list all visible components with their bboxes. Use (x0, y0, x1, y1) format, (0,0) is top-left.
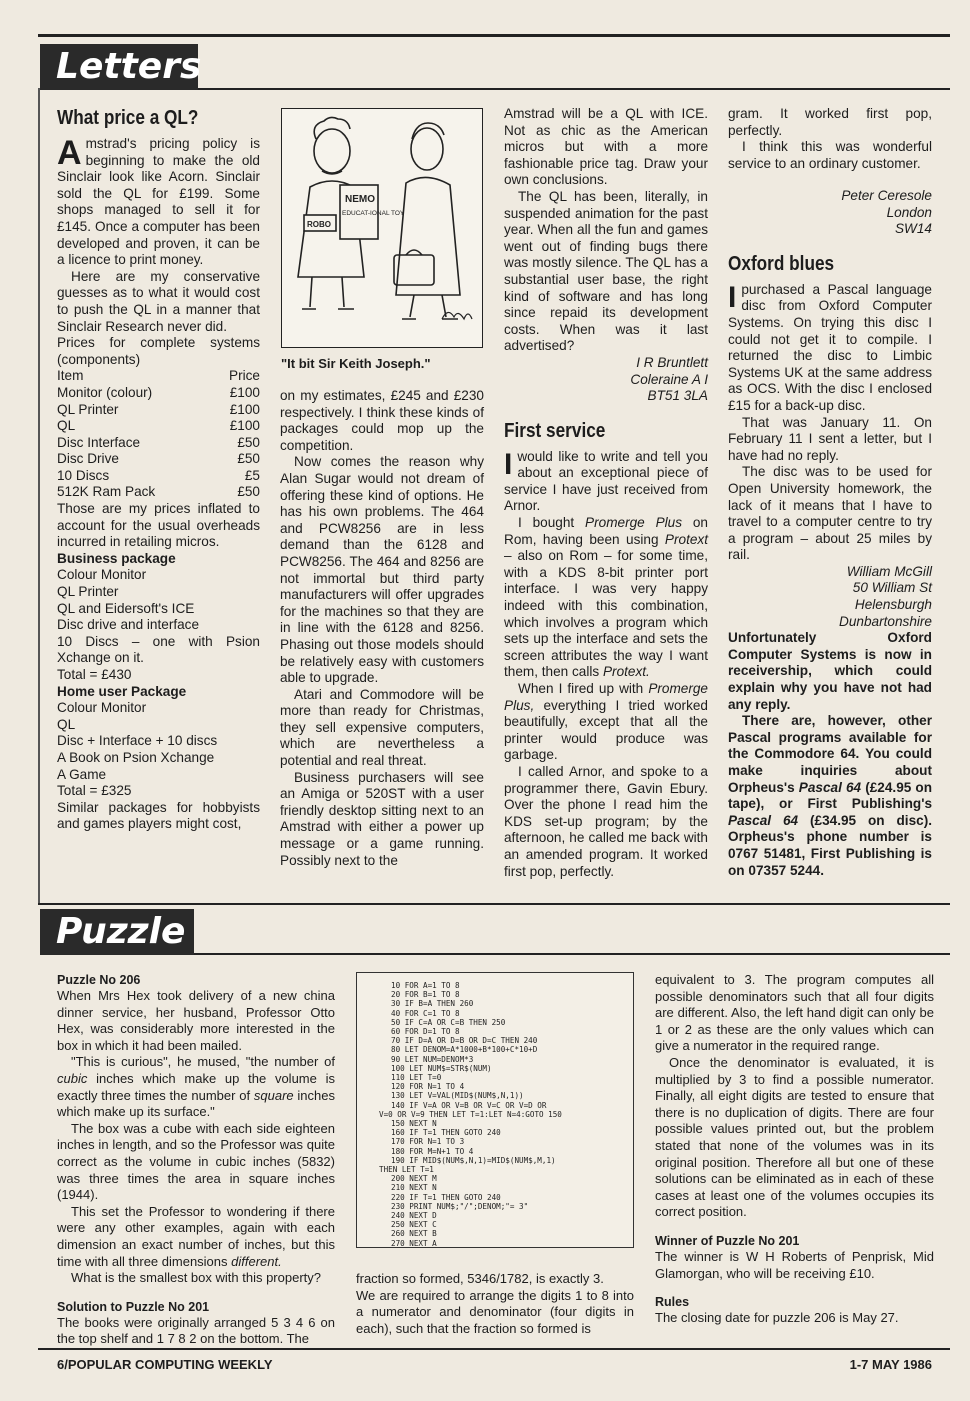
table-row: 512K Ram Pack £50 (57, 484, 260, 500)
code-line: 70 IF D=A OR D=B OR D=C THEN 240 (391, 1036, 538, 1046)
list-item: QL (57, 716, 76, 732)
box-label-educational: EDUCAT-IONAL TOY (342, 210, 405, 217)
letter-title-oxford-blues: Oxford blues (728, 252, 835, 275)
signature-line: BT51 3LA (647, 388, 708, 404)
letters-column-4: Peter Ceresole London SW14 Oxford blues Ipurchased a Pascal language disc from Oxford Computer Systems. On trying this disc I could not get it to compile. I returned the disc to Limbic Systems UK at the same address as OCS. With the disc I enclosed £15 for a back-up disc. That was January 11. On February 11 I sent a letter, but I have had no reply. The disc was to be used for Open University homework, the lack of it means that I have to travel to a computer centre to try a program – about 25 miles by rail. William McGill 50 William St Helensburgh Dunbartonshire Unfortunately Oxford Computer Systems is now in receivership, which could explain why you have not had any reply. There are, however, other Pascal programs available for the Commodore 64. You could make inquiries about Orpheus's Pascal 64 (£24.95 on tape), or First Publishing's Pascal 64 (£34.95 on disc). Orpheus's phone number is 0767 51481, First Publishing is on 07357 5244. (728, 106, 932, 879)
price-table (57, 368, 260, 501)
box-label-nemo: NEMO (345, 194, 375, 205)
puzzle-206-heading: Puzzle No 206 (57, 973, 141, 987)
code-line: 250 NEXT C (391, 1220, 437, 1230)
code-line: 130 LET V=VAL(MID$(NUM$,N,1)) (391, 1091, 524, 1101)
code-line: 230 PRINT NUM$;"/";DENOM;"= 3" (391, 1201, 529, 1211)
table-row: Disc Drive £50 (57, 451, 260, 467)
signature-line: 50 William St (852, 580, 932, 596)
code-line: 260 NEXT B (391, 1229, 437, 1239)
code-line: 150 NEXT N (391, 1119, 437, 1129)
signature-line: Coleraine A I (630, 371, 708, 387)
puzzle-column-1: Puzzle No 206 When Mrs Hex took delivery of a new china dinner service, her husband, Professor Otto Hex, was considerably more interested in the box in which it had been mailed. "This is curious", he mused, "the number of cubic inches which make up the volume is exactly three times the number of square inches which make up its surface." The box was a cube with each side eighteen inches in length, and so the Professor was quite correct as the volume in cubic inches (5832) was three times the area in square inches (1944). This set the Professor to wondering if there were any other examples, again with each dimension an exact number of inches, but this time with all three dimensions different. What is the smallest box with this property? Solution to Puzzle No 201 The books were originally arranged 5 3 4 6 on the top shelf and 1 7 8 2 on the bottom. The (57, 973, 335, 1347)
code-line: 110 LET T=0 (391, 1073, 442, 1083)
list-item: Total = £325 (57, 783, 132, 799)
first-service-continuation (728, 106, 932, 172)
code-line: 50 IF C=A OR C=B THEN 250 (391, 1017, 506, 1027)
cartoon-illustration (281, 108, 483, 348)
business-package-heading: Business package (57, 550, 176, 566)
letters-banner: Letters (40, 44, 198, 90)
code-line: 80 LET DENOM=A*1000+B*100+C*10+D (391, 1045, 538, 1055)
column-rule (38, 88, 40, 903)
puzzle-banner: Puzzle (40, 909, 194, 955)
list-item: Disc drive and interface (57, 617, 200, 633)
code-line: 90 LET NUM=DENOM*3 (391, 1054, 474, 1064)
footer-date: 1-7 MAY 1986 (849, 1357, 932, 1372)
first-service-tail: gram. It worked first pop, perfectly. (728, 106, 932, 138)
drop-cap: A (57, 134, 82, 172)
drop-cap: I (728, 280, 737, 314)
code-line: 200 NEXT M (391, 1174, 437, 1184)
puzzle-rule (194, 953, 950, 955)
cartoon-caption: "It bit Sir Keith Joseph." (281, 356, 431, 371)
code-line: 30 IF B=A THEN 260 (391, 999, 474, 1009)
code-line: 210 NEXT N (391, 1183, 437, 1193)
list-item: A Game (57, 766, 107, 782)
list-item: Total = £430 (57, 667, 132, 682)
list-item: A Book on Psion Xchange (57, 749, 215, 765)
table-row: Monitor (colour) £100 (57, 384, 260, 400)
letter-title-first-service: First service (504, 419, 606, 442)
letter-ql-column-1: What price a QL? Amstrad's pricing policy is beginning to make the old Sinclair look like Acorn. Sinclair sold the QL for £199. Some shops managed to sell it for £145. Once a computer has been developed and proven, it can be a licence to print money. Here are my conservative guesses as to what it would cost to push the QL in a manner that Sinclair Research never did. Prices for complete systems (components) Item Price Monitor (colour) £100 QL Printer £100 QL £100 Disc Interface £50 Disc Drive £50 10 Discs £5 512K Ram Pack £50 Those are my prices inflated to account for the usual overheads incurred in retailing micros. Business package Colour Monitor QL Printer QL and Eidersoft's ICE Disc drive and interface 10 Discs – one with Psion Xchange on it. Total = £430 Home user Package Colour Monitor QL Disc + Interface + 10 discs A Book on Psion Xchange A Game Total = £325 Similar packages for hobbyists and games players might cost, (57, 107, 260, 832)
list-item: QL and Eidersoft's ICE (57, 600, 195, 616)
list-item: Colour Monitor (57, 567, 147, 583)
list-item: 10 Discs – one with Psion Xchange on it. (57, 633, 260, 666)
code-line: 240 NEXT D (391, 1211, 437, 1221)
letters-column-3: Amstrad will be a QL with ICE. Not as chic as the American micros but with a more fashionable price tag. Draw your own conclusions. The QL has been, literally, in suspended animation for the past year. When all the fun and games went out of finding bugs there was mostly silence. The QL has a substantial user base, the right kind of software and has long since repaid its development costs. When was it last advertised? I R Bruntlett Coleraine A I BT51 3LA First service Iwould like to write and tell you about an exceptional piece of service I have just received from Arnor. I bought Promerge Plus on Rom, having been using Protext – also on Rom – for some time, with a KDS 8-bit printer port interface. I was very happy indeed with this combination, which involves a program which sets up the interface and sets the screen attributes the way I want them, then calls Protext. When I fired up with Promerge Plus, everything I tried worked beautifully, except that all the printer would produce was garbage. I called Arnor, and spoke to a programmer there, Gavin Ebury. Over the phone I read him the KDS set-up program; by the afternoon, he called me back with an amended program. It worked first pop, perfectly. (504, 106, 708, 879)
cartoon-drawing (282, 109, 481, 346)
code-line: 170 FOR N=1 TO 3 (391, 1137, 465, 1147)
puzzle-column-3: equivalent to 3. The program computes all possible denominators such that all four digits are different. Also, the left hand digit can only be 1 or 2 as these are the only values which can give a numerator in the required range. Once the denominator is evaluated, it is multiplied by 3 to find a possible numerator. Finally, all eight digits are tested to ensure that there is no duplication of digits. There are four possible values printed out, but the problem stated that none of the volumes was in its original position. Therefore all but one of these solutions can be eliminated as in each of these cases at least one of the volumes occupies its correct position. Winner of Puzzle No 201 The winner is W H Roberts of Penprisk, Mid Glamorgan, who will be receiving £10. Rules The closing date for puzzle 206 is May 27. (655, 972, 934, 1326)
code-line: 160 IF T=1 THEN GOTO 240 (391, 1128, 501, 1138)
box-label-robo: ROBO (307, 220, 331, 229)
signature-line: William McGill (846, 563, 932, 579)
code-line: 100 LET NUM$=STR$(NUM) (391, 1063, 492, 1073)
signature-line: London (886, 204, 932, 220)
home-package-heading: Home user Package (57, 683, 187, 699)
code-line: 10 FOR A=1 TO 8 (391, 981, 460, 990)
solution-201-heading: Solution to Puzzle No 201 (57, 1299, 210, 1314)
code-line: 40 FOR C=1 TO 8 (391, 1008, 460, 1018)
list-item: Colour Monitor (57, 700, 147, 716)
code-line: V=0 OR V=9 THEN LET T=1:LET N=4:GOTO 150 (379, 1109, 562, 1119)
list-item: QL Printer (57, 584, 119, 600)
puzzle-column-2: fraction so formed, 5346/1782, is exactly 3. We are required to arrange the digits 1 to 8 into a numerator and denominator (four digits in each), such that the fraction so formed is (356, 1271, 634, 1336)
section-divider-rule (38, 903, 950, 905)
letters-rule (198, 88, 950, 90)
code-line: 60 FOR D=1 TO 8 (391, 1027, 460, 1037)
table-row: Disc Interface £50 (57, 434, 260, 450)
footer-page-info: 6/POPULAR COMPUTING WEEKLY (57, 1357, 273, 1372)
code-line: 20 FOR B=1 TO 8 (391, 990, 460, 1000)
signature-line: SW14 (894, 221, 932, 237)
table-row: QL Printer £100 (57, 401, 260, 417)
code-line: 270 NEXT A (391, 1238, 437, 1248)
code-line: 220 IF T=1 THEN GOTO 240 (391, 1192, 501, 1202)
table-row: Item Price (57, 368, 260, 384)
code-line: 140 IF V=A OR V=B OR V=C OR V=D OR (391, 1100, 547, 1110)
signature-line: Dunbartonshire (839, 613, 932, 629)
top-rule (38, 34, 950, 37)
letter-ql-column-2: on my estimates, £245 and £230 respectively. I think these kinds of packages could mop up the competition. Now comes the reason why Alan Sugar would not dream of offering these kind of options. He has his own problems. The 464 and PCW8256 are in less demand than the 6128 and PCW8256. The 464 and 8256 are not immortal but third party manufacturers will offer upgrades for the machines so that they are in line with the 6128 and 8256. Phasing out those models should be relatively easy with customers able to upgrade. Atari and Commodore will be more than ready for Christmas, they sell expensive computers, which are nevertheless a potential and real threat. Business purchasers will see an Amiga or 520ST with a user friendly desktop sitting next to an Amstrad with either a power up message or a game running. Possibly next to the (280, 388, 484, 868)
code-line: 180 FOR M=N+1 TO 4 (391, 1146, 474, 1156)
table-row: 10 Discs £5 (57, 467, 260, 483)
signature-line: Helensburgh (854, 597, 932, 613)
code-line: 190 IF MID$(NUM$,N,1)=MID$(NUM$,M,1) (391, 1155, 556, 1165)
table-row: QL £100 (57, 418, 260, 434)
code-line: THEN LET T=1 (379, 1165, 434, 1175)
basic-program-listing (356, 972, 634, 1248)
winner-heading: Winner of Puzzle No 201 (655, 1233, 800, 1248)
footer-rule (38, 1348, 950, 1350)
editor-reply: Unfortunately Oxford Computer Systems is now in receivership, which could explain why you have not had any reply. There are, however, other Pascal programs available for the Commodore 64. You could make inquiries about Orpheus's Pascal 64 (£24.95 on tape), or First Publishing's Pascal 64 (£34.95 on disc). Orpheus's phone number is 0767 51481, First Publishing is on 07357 5244. (728, 630, 933, 878)
rules-heading: Rules (655, 1295, 690, 1310)
list-item: Disc + Interface + 10 discs (57, 733, 218, 749)
signature-line: Peter Ceresole (841, 188, 932, 203)
signature-line: I R Bruntlett (636, 354, 708, 370)
drop-cap: I (504, 447, 513, 481)
first-service-closing: I think this was wonderful service to an ordinary customer. (728, 139, 932, 171)
code-line: 120 FOR N=1 TO 4 (391, 1082, 465, 1092)
letter-title-ql: What price a QL? (57, 107, 199, 129)
